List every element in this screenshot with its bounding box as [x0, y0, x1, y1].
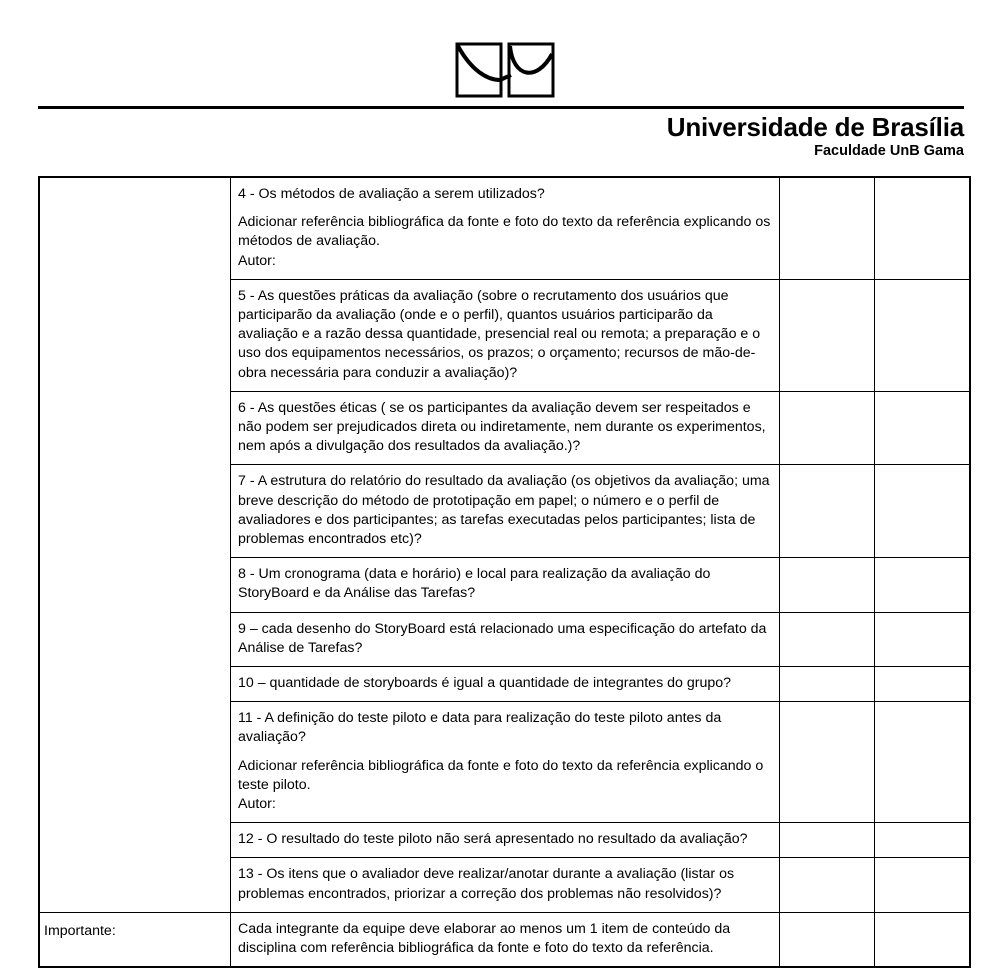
paragraph: 8 - Um cronograma (data e horário) e local para realização da avaliação do StoryBoard e da Análise das Tarefas? [238, 566, 711, 602]
checklist-item-cell [231, 858, 780, 912]
checklist-table [38, 176, 971, 968]
paragraph: 13 - Os itens que o avaliador deve realizar/anotar durante a avaliação (listar os problemas encontrados, priorizar a correção dos problemas não resolvidos)? [238, 866, 735, 902]
table-row [39, 912, 970, 967]
checklist-item-cell [231, 558, 780, 612]
unb-logo [455, 42, 555, 98]
paragraph: 12 - O resultado do teste piloto não será apresentado no resultado da avaliação? [238, 831, 748, 848]
answer-cell-2[interactable] [875, 612, 971, 666]
paragraph: 10 – quantidade de storyboards é igual a quantidade de integrantes do grupo? [238, 675, 732, 692]
answer-cell-2[interactable] [875, 558, 971, 612]
answer-cell-1[interactable] [780, 612, 875, 666]
answer-cell-2[interactable] [875, 912, 971, 967]
table-row [39, 177, 970, 279]
checklist-item-cell [231, 612, 780, 666]
answer-cell-1[interactable] [780, 823, 875, 858]
checklist-item-cell [231, 912, 780, 967]
paragraph: 4 - Os métodos de avaliação a serem utilizados? [238, 186, 545, 202]
important-label-cell [39, 912, 231, 967]
label-cell-text [40, 178, 230, 195]
answer-cell-1[interactable] [780, 465, 875, 558]
header-divider [38, 106, 964, 109]
paragraph: Adicionar referência bibliográfica da fonte e foto do texto da referência explicando o teste piloto. [238, 757, 764, 793]
answer-cell-1[interactable] [780, 702, 875, 823]
checklist-label-column [39, 177, 231, 912]
answer-cell-2[interactable] [875, 667, 971, 702]
paragraph: 7 - A estrutura do relatório do resultado da avaliação (os objetivos da avaliação; uma breve descrição do método de prototipação em papel; o número e o perfil de avaliadores e dos participantes; as tarefas executadas pelos participantes; lista de problemas encontrados etc)? [238, 473, 770, 548]
paragraph: 5 - As questões práticas da avaliação (sobre o recrutamento dos usuários que participarão da avaliação (onde e o perfil), quantos usuários participarão da avaliação e a razão dessa quantidade, presencial real ou remota; a preparação e o uso dos equipamentos necessários, os prazos; o orçamento; recursos de mão-de-obra necessária para conduzir a avaliação)? [238, 287, 761, 381]
checklist-item-text [231, 280, 779, 391]
answer-cell-1[interactable] [780, 912, 875, 967]
answer-cell-1[interactable] [780, 558, 875, 612]
answer-cell-1[interactable] [780, 279, 875, 391]
paragraph: Autor: [238, 796, 276, 813]
checklist-item-cell [231, 279, 780, 391]
answer-cell-2[interactable] [875, 177, 971, 279]
checklist-item-text [231, 178, 779, 279]
checklist-item-cell [231, 391, 780, 465]
checklist-item-text [231, 613, 779, 666]
checklist-item-cell [231, 177, 780, 279]
answer-cell-2[interactable] [875, 279, 971, 391]
important-label-text: Importante: [44, 922, 116, 939]
paragraph: 9 – cada desenho do StoryBoard está relacionado uma especificação do artefato da Análise de Tarefas? [238, 620, 767, 656]
answer-cell-2[interactable] [875, 858, 971, 912]
faculty-subtitle: Faculdade UnB Gama [814, 143, 964, 159]
checklist-item-text [231, 858, 779, 911]
paragraph: Adicionar referência bibliográfica da fonte e foto do texto da referência explicando os métodos de avaliação. [238, 214, 771, 250]
answer-cell-2[interactable] [875, 702, 971, 823]
page-title: Universidade de Brasília [666, 112, 964, 142]
checklist-item-cell [231, 823, 780, 858]
checklist-item-text [231, 823, 779, 857]
checklist-item-text [231, 913, 779, 966]
paragraph: 6 - As questões éticas ( se os participantes da avaliação devem ser respeitados e não podem ser prejudicados direta ou indiretamente, nem durante os experimentos, nem após a divulgação dos resultados da avaliação.)? [238, 399, 766, 455]
answer-cell-1[interactable] [780, 858, 875, 912]
answer-cell-2[interactable] [875, 465, 971, 558]
answer-cell-2[interactable] [875, 823, 971, 858]
checklist-item-text [231, 465, 779, 557]
checklist-item-cell [231, 667, 780, 702]
checklist-item-text [231, 392, 779, 465]
paragraph: 11 - A definição do teste piloto e data para realização do teste piloto antes da avaliação? [238, 710, 722, 746]
paragraph: Autor: [238, 252, 276, 269]
checklist-item-cell [231, 465, 780, 558]
checklist-item-cell [231, 702, 780, 823]
checklist-table-body [39, 177, 970, 967]
answer-cell-1[interactable] [780, 391, 875, 465]
answer-cell-1[interactable] [780, 667, 875, 702]
checklist-table-wrapper [38, 176, 964, 968]
answer-cell-1[interactable] [780, 177, 875, 279]
document-header [0, 0, 1002, 168]
checklist-item-text [231, 558, 779, 611]
checklist-item-text [231, 702, 779, 822]
answer-cell-2[interactable] [875, 391, 971, 465]
checklist-item-text [231, 667, 779, 701]
paragraph: Cada integrante da equipe deve elaborar ao menos um 1 item de conteúdo da disciplina com referência bibliográfica da fonte e foto do texto da referência. [238, 920, 731, 957]
